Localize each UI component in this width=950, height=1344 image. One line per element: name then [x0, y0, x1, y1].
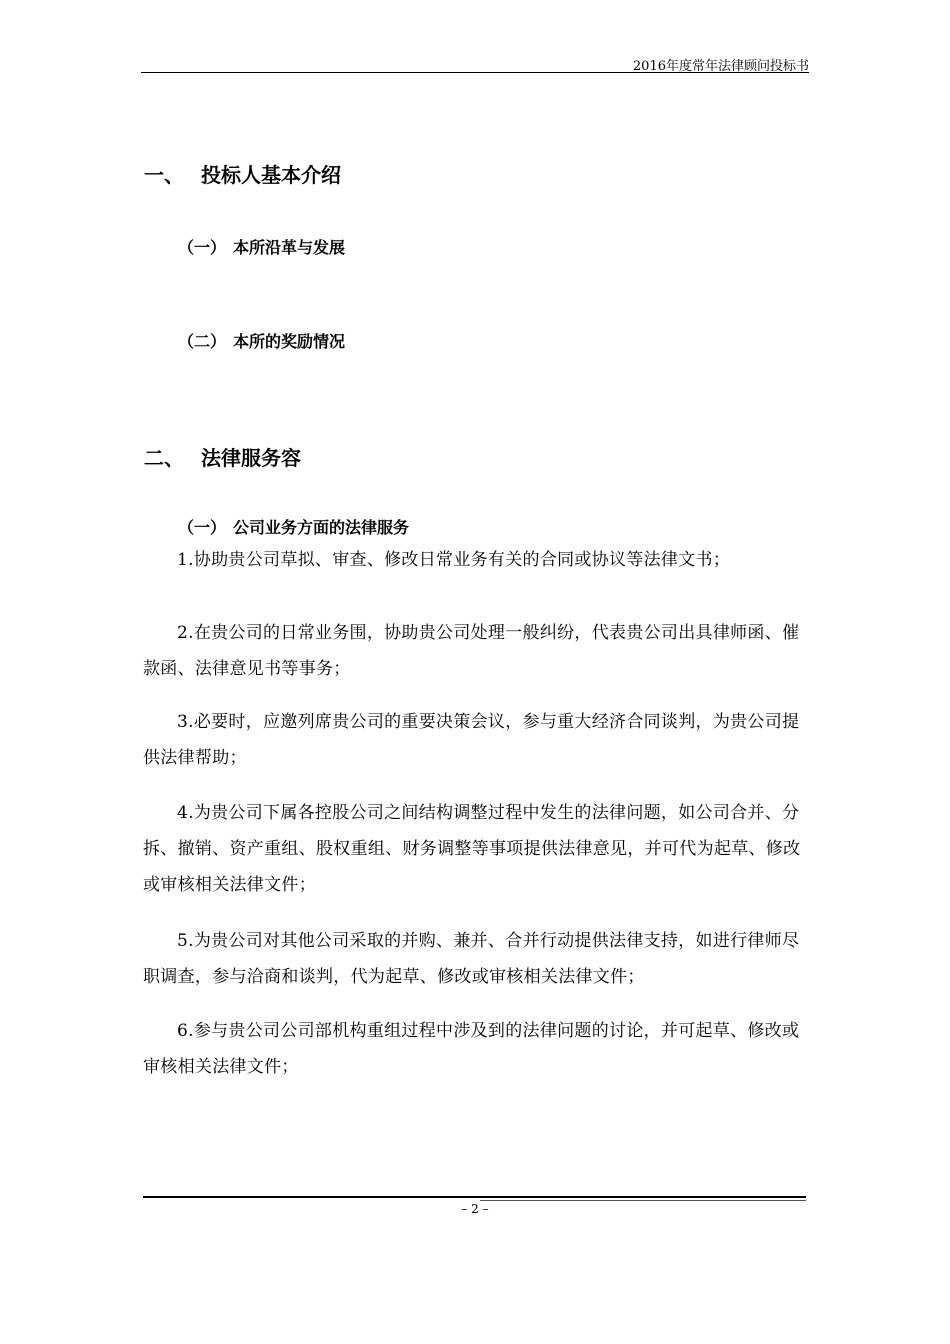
list-item: 1.协助贵公司草拟、审查、修改日常业务有关的合同或协议等法律文书；	[177, 550, 731, 570]
list-item: 5.为贵公司对其他公司采取的并购、兼并、合并行动提供法律支持，如进行律师尽职调查，参与洽商和谈判，代为起草、修改或审核相关法律文件；	[143, 931, 800, 987]
list-item: 2.在贵公司的日常业务围，协助贵公司处理一般纠纷，代表贵公司出具律师函、催款函、法律意见书等事务；	[143, 623, 800, 679]
subsection-heading-3	[178, 515, 409, 538]
subsection-title: 本所的奖励情况	[233, 332, 346, 351]
list-item: 3.必要时，应邀列席贵公司的重要决策会议，参与重大经济合同谈判，为贵公司提供法律帮助；	[143, 712, 800, 768]
subsection-number: （二）	[178, 332, 227, 351]
running-header: 2016年度常年法律顾问投标书	[632, 59, 809, 74]
page-number: – 2 –	[461, 1202, 489, 1216]
list-item: 4.为贵公司下属各控股公司之间结构调整过程中发生的法律问题，如公司合并、分拆、撤销、资产重组、股权重组、财务调整等事项提供法律意见，并可代为起草、修改或审核相关法律文件；	[143, 803, 801, 895]
subsection-title: 本所沿革与发展	[233, 238, 346, 257]
section-heading-1	[144, 159, 341, 188]
subsection-heading-2	[178, 329, 345, 352]
subsection-number: （一）	[178, 238, 227, 257]
footer-rule	[143, 1196, 806, 1198]
subsection-heading-1	[178, 235, 345, 258]
list-item: 6.参与贵公司公司部机构重组过程中涉及到的法律问题的讨论，并可起草、修改或审核相关法律文件；	[143, 1021, 800, 1077]
section-heading-2	[144, 442, 301, 471]
subsection-title: 公司业务方面的法律服务	[233, 518, 410, 537]
section-title: 法律服务容	[201, 446, 301, 470]
section-number: 一、	[144, 163, 184, 187]
subsection-number: （一）	[178, 518, 227, 537]
header-rule	[141, 72, 809, 73]
footer-rule-thin	[480, 1200, 806, 1201]
section-title: 投标人基本介绍	[201, 163, 341, 187]
section-number: 二、	[144, 446, 184, 470]
